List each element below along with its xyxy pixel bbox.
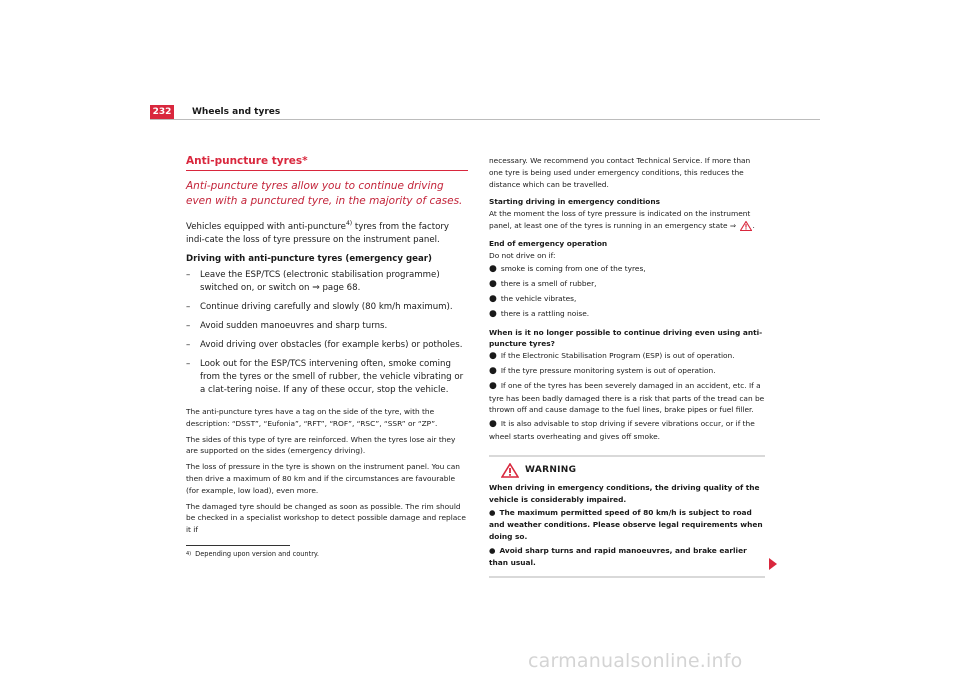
bullet-icon: ● <box>489 365 497 376</box>
page-ref-arrow-icon: ⇒ <box>312 283 320 293</box>
bullet-icon: ● <box>489 308 497 319</box>
left-column <box>186 155 468 559</box>
warning-triangle-icon <box>501 463 519 478</box>
page-number: 232 <box>150 105 174 120</box>
bullet-icon: ● <box>489 279 497 290</box>
step-item: – Avoid driving over obstacles (for example kerbs) or potholes. <box>186 340 463 350</box>
section-title: Anti-puncture tyres* <box>186 155 468 171</box>
step-item: – Continue driving carefully and slowly (80 km/h maximum). <box>186 302 453 312</box>
note-paragraph: The anti-puncture tyres have a tag on the side of the tyre, with the description: “DSST”, “Eufonia”, “RFT”, “ROF”, “RSC”, “SSR” or “ZP”. <box>186 407 438 428</box>
list-item: ● smoke is coming from one of the tyres, <box>489 264 646 275</box>
bullet-icon: ● <box>489 264 497 275</box>
list-item: ● It is also advisable to stop driving if severe vibrations occur, or if the wheel starts overheating and gives off smoke. <box>489 419 755 441</box>
subheading-when: When is it no longer possible to continue driving even using anti-puncture tyres? <box>489 327 763 349</box>
end-intro: Do not drive on if: <box>489 250 556 260</box>
footnote-mark: 4) <box>186 550 192 557</box>
list-item: ● If the Electronic Stabilisation Program (ESP) is out of operation. <box>489 351 735 362</box>
list-item: ● If the tyre pressure monitoring system is out of operation. <box>489 365 716 376</box>
note-paragraph: The damaged tyre should be changed as soon as possible. The rim should be checked in a specialist workshop to detect possible damage and replace it if <box>186 501 466 535</box>
list-item: ● there is a smell of rubber, <box>489 279 597 290</box>
note-paragraph: The sides of this type of tyre are reinforced. When the tyres lose air they are supported on the sides (emergency driving). <box>186 434 456 456</box>
section-intro: Anti-puncture tyres allow you to continue driving even with a punctured tyre, in the majority of cases. <box>186 180 463 207</box>
list-item: ● there is a rattling noise. <box>489 308 590 319</box>
subheading-starting: Starting driving in emergency conditions <box>489 197 661 207</box>
warning-list-item: ● The maximum permitted speed of 80 km/h is subject to road and weather conditions. Please observe legal requirements when doing so. <box>489 508 763 541</box>
subheading-emergency-gear: Driving with anti-puncture tyres (emergency gear) <box>186 254 432 264</box>
bullet-icon: ● <box>489 419 497 430</box>
footnote-divider <box>186 545 290 546</box>
warning-header <box>489 463 765 478</box>
footnote-ref[interactable]: 4) <box>345 220 353 228</box>
step-item: – Look out for the ESP/TCS intervening often, smoke coming from the tyres or the smell of rubber, the vehicle vibrating or a clat-tering noise. If any of these occur, stop the vehicle. <box>186 359 464 395</box>
list-item: ● If one of the tyres has been severely damaged in an accident, etc. If a tyre has been badly damaged there is a risk that parts of the tread can be thrown off and cause damage to the fuel lines, brake pipes or fuel filler. <box>489 380 765 415</box>
subheading-end: End of emergency operation <box>489 238 608 248</box>
header-divider <box>150 119 820 120</box>
note-paragraph: The loss of pressure in the tyre is shown on the instrument panel. You can then drive a maximum of 80 km and if the circumstances are favourable (for example, low load), even more. <box>186 462 460 495</box>
page-ref-link[interactable]: page 68. <box>319 283 361 293</box>
list-item: ● the vehicle vibrates, <box>489 293 577 304</box>
starting-paragraph: At the moment the loss of tyre pressure is indicated on the instrument panel, at least one of the tyres is running in an emergency state ⇒ . <box>489 209 755 230</box>
bullet-icon: ● <box>489 351 497 362</box>
continuation-paragraph: necessary. We recommend you contact Technical Service. If more than one tyre is being used under emergency conditions, this reduces the distance which can be travelled. <box>489 156 751 189</box>
bullet-icon: ● <box>489 380 497 391</box>
step-item: – Avoid sudden manoeuvres and sharp turns. <box>186 321 388 331</box>
footnote-text: Depending upon version and country. <box>195 549 319 558</box>
bullet-icon: ● <box>489 545 496 555</box>
intro-paragraph: Vehicles equipped with anti-puncture$^{4)}$ tyres from the factory indi-cate the loss of tyre pressure on the instrument panel. <box>186 220 449 245</box>
footnote <box>186 549 468 559</box>
bullet-icon: ● <box>489 293 497 304</box>
continue-arrow-icon[interactable] <box>769 558 777 570</box>
right-column <box>489 155 765 578</box>
warning-list-item: ● Avoid sharp turns and rapid manoeuvres, and brake earlier than usual. <box>489 545 747 567</box>
step-item: – Leave the ESP/TCS (electronic stabilisation programme) switched on, or switch on ⇒ page 68. <box>186 270 440 293</box>
watermark: carmanualsonline.info <box>528 650 743 672</box>
warning-label: WARNING <box>525 465 577 476</box>
warning-text: When driving in emergency conditions, the driving quality of the vehicle is considerably impaired. <box>489 482 760 504</box>
warning-triangle-icon[interactable] <box>740 221 752 231</box>
running-header: Wheels and tyres <box>192 107 281 117</box>
warning-box <box>489 455 765 579</box>
bullet-icon: ● <box>489 508 496 518</box>
